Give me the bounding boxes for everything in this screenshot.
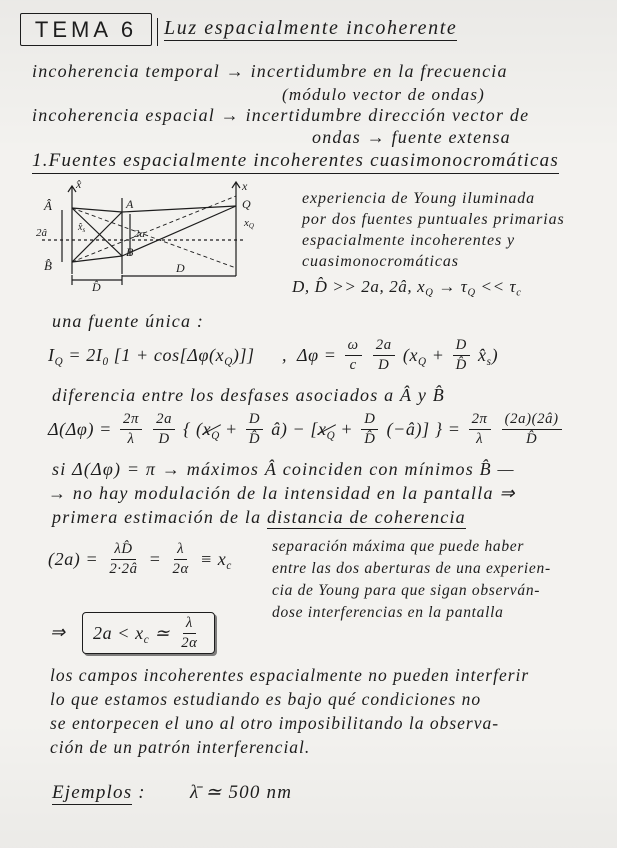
young-line-3: espacialmente incoherentes y [302,232,515,249]
math-subscripted [135,623,149,644]
label-xq-base: x [244,217,249,229]
remark-line-3: se entorpecen el uno al otro imposibilitando la observa- [50,713,500,733]
young-line-1: experiencia de Young iluminada [302,190,536,207]
math-subscripted [409,345,426,366]
fraction-numerator [453,337,470,356]
eq-coherence-distance [48,538,232,580]
single-source-label: una fuente única : [52,311,205,331]
math-text: 2a < [93,622,136,643]
math-subscript: c [226,559,232,572]
examples-colon: : [132,782,146,803]
math-text: ) [491,344,499,365]
math-subscript: s [486,355,492,368]
math-text: 2α [172,560,189,577]
example-wavelength: λ̄ ≃ 500 nm [190,782,293,803]
estimation-text: primera estimación de la [52,507,267,527]
page-title: Luz espacialmente incoherente [164,17,458,39]
fraction-numerator [111,541,135,560]
ray-bhat-a [72,212,122,262]
examples-label: Ejemplos [52,782,133,803]
fraction-numerator [502,411,562,430]
math-base: τ [460,277,468,296]
title-divider [157,18,158,46]
math-subscript: Q [326,429,336,442]
math-text: ω [347,336,359,353]
young-condition [292,266,522,308]
math-base: I [95,344,103,365]
fraction-denominator [347,356,360,374]
label-xq [243,217,254,230]
math-text: D̂ [364,430,376,447]
math-subscripted [318,418,336,442]
math-text: Δ(Δφ) = [48,418,118,439]
math-base: x [409,344,419,365]
fraction-denominator [155,430,172,448]
fraction-numerator [373,337,395,356]
fraction-numerator [246,411,263,430]
consequence-line-1: si Δ(Δφ) = π → máximos Â coinciden con mínimos B̂ — [52,459,515,479]
intro-line-temporal: incoherencia temporal → incertidumbre en la frecuencia [32,61,508,81]
math-subscript: Q [418,355,427,368]
math-text: 2π [123,410,139,427]
fraction-denominator [178,634,200,652]
math-subscripted [202,418,220,442]
label-d: D [176,261,185,275]
section-heading: 1.Fuentes espacialmente incoherentes cuasimonocromáticas [32,150,559,174]
math-base: x [318,418,327,439]
math-subscript: Q [467,287,476,299]
math-text: D̂ [248,430,261,447]
math-text: D [378,356,390,373]
math-text: = 2 [63,344,96,365]
fraction-numerator [174,541,187,560]
math-fraction [178,615,200,651]
math-text: λ [127,430,135,447]
label-d-hat: D̂ [92,280,101,292]
math-text: λ [476,430,484,447]
fraction-numerator [153,411,175,430]
math-fraction [373,337,395,373]
label-xs-sub: s [82,226,86,234]
math-text: ( [397,344,410,365]
math-text: → [433,277,461,296]
label-xs-base: x̂ [78,222,83,233]
math-text: D [248,410,261,427]
math-text: + [335,418,359,439]
math-text: (2a)(2â) [504,410,559,427]
fraction-numerator [469,411,491,430]
phase-difference-label: diferencia entre los desfases asociados a Â y B̂ [52,385,446,405]
math-text: )]] [232,344,255,365]
math-subscripted [417,277,433,297]
label-axis-xhat: x̂ [76,177,82,191]
label-q: Q [242,197,251,211]
math-base: x [217,548,227,569]
math-subscripted [48,345,63,366]
math-text: c [349,356,357,373]
remark-line-4: ción de un patrón interferencial. [50,737,311,757]
coherence-note-4: dose interferencias en la pantalla [272,604,504,621]
math-subscripted [461,277,476,297]
eq-result [93,613,204,653]
math-base: I [48,344,55,365]
math-text: D [158,430,170,447]
math-subscripted [216,345,233,366]
intro-line-ondas: ondas → fuente extensa [312,127,511,147]
fraction-numerator [120,411,142,430]
young-line-4: cuasimonocromáticas [302,253,459,270]
label-b-hat: B̂ [44,258,52,273]
math-text: = [143,548,167,569]
consequence-line-2: → no hay modulación de la intensidad en la pantalla ⇒ [48,483,516,503]
math-text: , Δφ = [282,344,342,365]
label-a: A [126,197,134,211]
math-text: + [219,418,243,439]
math-subscripted [218,549,232,570]
fraction-denominator [246,430,263,448]
remark-line-2: lo que estamos estudiando es bajo qué condiciones no [50,689,482,709]
math-text: (2a) = [48,548,104,569]
math-text: ≃ [149,622,176,643]
math-fraction [469,411,491,447]
math-subscript: Q [211,429,220,442]
ray-a-q [122,206,236,212]
fraction-numerator [361,411,378,430]
consequence-line-3 [52,506,466,528]
math-text: 2α [181,634,198,651]
eq-intensity [48,334,255,376]
math-fraction [106,541,140,577]
math-base: x̂ [478,344,487,365]
math-base: x [215,344,225,365]
coherence-distance-term: distancia de coherencia [266,507,466,527]
math-text: λ [185,614,193,631]
math-text: { ( [178,418,203,439]
intro-line-espacial: incoherencia espacial → incertidumbre dirección vector de [32,105,530,125]
math-text: D [455,336,467,353]
tema-label: TEMA 6 [34,17,138,42]
math-text: D̂ [455,356,467,373]
fraction-denominator [453,356,470,374]
math-subscripted [510,277,522,297]
math-subscript: 0 [102,355,109,368]
math-text: << [475,277,510,296]
math-base: x [202,418,212,439]
ray-extension-lower [72,196,236,262]
math-text [145,419,150,440]
math-base: τ [509,277,517,296]
math-text: (−â)] } = [381,418,466,439]
math-fraction [345,337,362,373]
fraction-numerator [345,337,362,356]
tema-box [20,13,152,46]
fraction-denominator [523,430,540,448]
math-fraction [246,411,263,447]
math-base: x [417,277,426,296]
math-text: [1 + cos[Δφ( [108,344,216,365]
math-fraction [120,411,142,447]
result-box [82,612,215,654]
math-fraction [170,541,192,577]
ray-ahat-a [72,208,122,212]
fraction-denominator [361,430,378,448]
coherence-note-2: entre las dos aberturas de una experien- [272,560,551,577]
remark-line-1: los campos incoherentes espacialmente no pueden interferir [50,665,530,685]
cancelled-term [318,419,335,440]
math-text: λD̂ [114,540,133,557]
math-text: 2a [156,410,173,427]
math-fraction [502,411,562,447]
label-b: B [126,245,134,259]
math-text [494,419,499,440]
math-subscript: Q [54,355,64,368]
eq-phase-difference [48,408,565,450]
math-subscript: Q [425,287,434,299]
young-diagram [30,176,262,292]
coherence-note-1: separación máxima que puede haber [272,538,525,555]
label-2a-hat: 2â [36,227,47,239]
fraction-denominator [473,430,486,448]
math-text: + [426,344,450,365]
math-base: x [135,622,144,643]
label-axis-x: x [242,179,248,193]
math-text: D̂ [526,430,538,447]
math-subscript: c [516,287,522,299]
math-subscripted [478,345,492,366]
young-line-2: por dos fuentes puntuales primarias [302,211,565,228]
fraction-denominator [125,430,138,448]
examples-heading [52,782,146,804]
math-subscripted [96,345,109,366]
result-arrow: ⇒ [50,622,67,642]
label-2a: 2a [134,228,145,240]
math-text: â) − [ [266,418,318,439]
math-fraction [361,411,378,447]
math-fraction [453,337,470,373]
math-text: D, D̂ >> 2a, 2â, [292,277,418,296]
math-text: 2·2â [109,560,138,577]
math-text: 2a [375,336,392,353]
math-text: λ [177,540,185,557]
eq-phase [282,334,498,376]
fraction-denominator [170,560,192,578]
math-text: ≡ [194,548,218,569]
math-fraction [153,411,175,447]
math-text: 2π [471,410,488,427]
fraction-numerator [183,615,196,634]
math-text [365,345,370,366]
label-xs-hat [77,222,85,234]
label-a-hat: Â [44,198,52,213]
cancelled-term [203,419,220,440]
intro-line-modulo: (módulo vector de ondas) [282,85,486,104]
label-xq-sub: Q [248,222,254,230]
fraction-denominator [375,356,392,374]
coherence-note-3: cia de Young para que sigan observán- [272,582,541,599]
math-subscript: Q [224,355,233,368]
math-text: D [364,410,376,427]
fraction-denominator [106,560,140,578]
math-subscript: c [143,633,150,646]
